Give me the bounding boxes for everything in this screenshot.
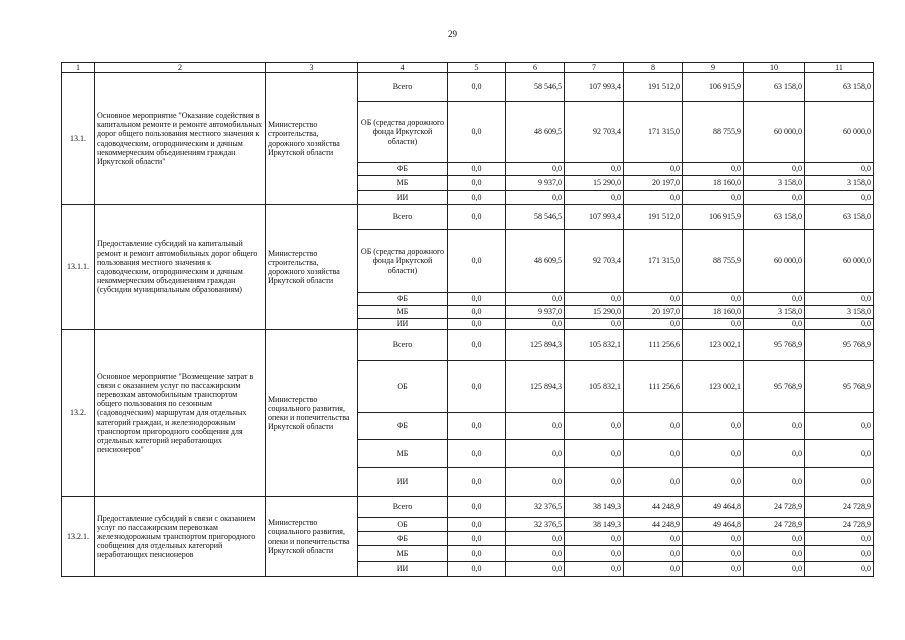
row-executor: Министерство социального развития, опеки и попечительства Иркутской области xyxy=(266,497,358,577)
amount-cell: 0,0 xyxy=(448,205,506,230)
amount-cell: 88 755,9 xyxy=(683,230,744,293)
amount-cell: 38 149,3 xyxy=(565,518,624,532)
amount-cell: 191 512,0 xyxy=(624,73,683,102)
amount-cell: 48 609,5 xyxy=(506,230,565,293)
amount-cell: 20 197,0 xyxy=(624,306,683,319)
header-cell: 10 xyxy=(744,63,805,73)
amount-cell: 0,0 xyxy=(744,413,805,440)
amount-cell: 18 160,0 xyxy=(683,306,744,319)
amount-cell: 0,0 xyxy=(624,532,683,546)
amount-cell: 0,0 xyxy=(448,293,506,306)
funding-source: МБ xyxy=(358,440,448,468)
amount-cell: 3 158,0 xyxy=(805,306,874,319)
header-cell: 11 xyxy=(805,63,874,73)
funding-source: ОБ xyxy=(358,518,448,532)
amount-cell: 0,0 xyxy=(448,330,506,361)
amount-cell: 60 000,0 xyxy=(744,230,805,293)
amount-cell: 0,0 xyxy=(683,163,744,176)
amount-cell: 0,0 xyxy=(744,532,805,546)
amount-cell: 0,0 xyxy=(565,562,624,577)
amount-cell: 191 512,0 xyxy=(624,205,683,230)
amount-cell: 105 832,1 xyxy=(565,361,624,413)
amount-cell: 3 158,0 xyxy=(805,176,874,191)
amount-cell: 0,0 xyxy=(744,319,805,330)
amount-cell: 0,0 xyxy=(506,191,565,205)
amount-cell: 0,0 xyxy=(805,468,874,497)
amount-cell: 20 197,0 xyxy=(624,176,683,191)
funding-source: ИИ xyxy=(358,468,448,497)
funding-source: ФБ xyxy=(358,293,448,306)
amount-cell: 0,0 xyxy=(448,468,506,497)
amount-cell: 49 464,8 xyxy=(683,518,744,532)
amount-cell: 0,0 xyxy=(565,440,624,468)
row-name: Предоставление субсидий в связи с оказанием услуг по пассажирским перевозкам железнодорожным транспортом пригородного сообщения для отдельных категорий неработающих пенсионеров xyxy=(95,497,266,577)
table-body xyxy=(62,73,874,577)
amount-cell: 63 158,0 xyxy=(744,73,805,102)
amount-cell: 92 703,4 xyxy=(565,102,624,163)
amount-cell: 0,0 xyxy=(624,440,683,468)
header-cell: 3 xyxy=(266,63,358,73)
amount-cell: 38 149,3 xyxy=(565,497,624,518)
table-header xyxy=(62,63,874,73)
funding-source: Всего xyxy=(358,73,448,102)
amount-cell: 0,0 xyxy=(744,191,805,205)
amount-cell: 0,0 xyxy=(506,440,565,468)
amount-cell: 0,0 xyxy=(448,518,506,532)
amount-cell: 0,0 xyxy=(805,413,874,440)
amount-cell: 0,0 xyxy=(805,191,874,205)
amount-cell: 58 546,5 xyxy=(506,73,565,102)
amount-cell: 0,0 xyxy=(683,468,744,497)
amount-cell: 44 248,9 xyxy=(624,518,683,532)
amount-cell: 125 894,3 xyxy=(506,361,565,413)
funding-source: ФБ xyxy=(358,163,448,176)
budget-table xyxy=(61,62,874,577)
amount-cell: 0,0 xyxy=(683,562,744,577)
amount-cell: 0,0 xyxy=(805,532,874,546)
amount-cell: 0,0 xyxy=(506,163,565,176)
amount-cell: 0,0 xyxy=(744,468,805,497)
header-row xyxy=(62,63,874,73)
amount-cell: 0,0 xyxy=(565,468,624,497)
header-cell: 6 xyxy=(506,63,565,73)
amount-cell: 63 158,0 xyxy=(805,73,874,102)
row-code: 13.2.1. xyxy=(62,497,95,577)
amount-cell: 123 002,1 xyxy=(683,330,744,361)
amount-cell: 9 937,0 xyxy=(506,176,565,191)
amount-cell: 0,0 xyxy=(448,319,506,330)
header-cell: 7 xyxy=(565,63,624,73)
amount-cell: 0,0 xyxy=(624,413,683,440)
amount-cell: 0,0 xyxy=(805,562,874,577)
amount-cell: 111 256,6 xyxy=(624,361,683,413)
funding-source: МБ xyxy=(358,306,448,319)
funding-source: МБ xyxy=(358,546,448,562)
amount-cell: 44 248,9 xyxy=(624,497,683,518)
funding-source: ИИ xyxy=(358,191,448,205)
amount-cell: 0,0 xyxy=(506,562,565,577)
amount-cell: 0,0 xyxy=(448,413,506,440)
amount-cell: 0,0 xyxy=(683,440,744,468)
amount-cell: 123 002,1 xyxy=(683,361,744,413)
header-cell: 9 xyxy=(683,63,744,73)
funding-source: ИИ xyxy=(358,562,448,577)
funding-source: ОБ (средства дорожного фонда Иркутской области) xyxy=(358,230,448,293)
row-executor: Министерство строительства, дорожного хозяйства Иркутской области xyxy=(266,205,358,330)
amount-cell: 3 158,0 xyxy=(744,306,805,319)
amount-cell: 106 915,9 xyxy=(683,205,744,230)
amount-cell: 0,0 xyxy=(565,413,624,440)
header-cell: 5 xyxy=(448,63,506,73)
amount-cell: 95 768,9 xyxy=(744,361,805,413)
amount-cell: 0,0 xyxy=(624,546,683,562)
amount-cell: 0,0 xyxy=(624,562,683,577)
amount-cell: 24 728,9 xyxy=(805,518,874,532)
header-cell: 2 xyxy=(95,63,266,73)
amount-cell: 0,0 xyxy=(565,293,624,306)
amount-cell: 0,0 xyxy=(448,191,506,205)
amount-cell: 48 609,5 xyxy=(506,102,565,163)
amount-cell: 0,0 xyxy=(683,532,744,546)
amount-cell: 125 894,3 xyxy=(506,330,565,361)
amount-cell: 0,0 xyxy=(624,163,683,176)
amount-cell: 0,0 xyxy=(744,293,805,306)
row-code: 13.2. xyxy=(62,330,95,497)
amount-cell: 0,0 xyxy=(448,176,506,191)
amount-cell: 0,0 xyxy=(805,440,874,468)
amount-cell: 0,0 xyxy=(683,413,744,440)
amount-cell: 0,0 xyxy=(683,546,744,562)
amount-cell: 0,0 xyxy=(805,163,874,176)
header-cell: 4 xyxy=(358,63,448,73)
funding-source: Всего xyxy=(358,497,448,518)
amount-cell: 60 000,0 xyxy=(805,230,874,293)
amount-cell: 0,0 xyxy=(506,293,565,306)
row-name: Предоставление субсидий на капитальный ремонт и ремонт автомобильных дорог общего пользования местного значения к садоводческим, огородническим и дачным некоммерческим объединениям граждан (субсидии муниципальным образованиям) xyxy=(95,205,266,330)
amount-cell: 0,0 xyxy=(565,532,624,546)
amount-cell: 32 376,5 xyxy=(506,497,565,518)
amount-cell: 0,0 xyxy=(624,293,683,306)
funding-source: ФБ xyxy=(358,532,448,546)
row-executor: Министерство социального развития, опеки и попечительства Иркутской области xyxy=(266,330,358,497)
amount-cell: 0,0 xyxy=(506,468,565,497)
amount-cell: 15 290,0 xyxy=(565,176,624,191)
amount-cell: 88 755,9 xyxy=(683,102,744,163)
row-name: Основное мероприятие "Оказание содействия в капитальном ремонте и ремонте автомобильных дорог общего пользования местного значения к садоводческим, огородническим и дачным некоммерческим объединениям граждан Иркутской области" xyxy=(95,73,266,205)
table-row xyxy=(62,330,874,361)
amount-cell: 15 290,0 xyxy=(565,306,624,319)
amount-cell: 95 768,9 xyxy=(744,330,805,361)
amount-cell: 9 937,0 xyxy=(506,306,565,319)
row-code: 13.1.1. xyxy=(62,205,95,330)
header-cell: 1 xyxy=(62,63,95,73)
funding-source: ОБ (средства дорожного фонда Иркутской области) xyxy=(358,102,448,163)
amount-cell: 0,0 xyxy=(565,191,624,205)
amount-cell: 0,0 xyxy=(744,562,805,577)
amount-cell: 0,0 xyxy=(448,306,506,319)
table-row xyxy=(62,205,874,230)
table-row xyxy=(62,497,874,518)
amount-cell: 0,0 xyxy=(744,546,805,562)
amount-cell: 95 768,9 xyxy=(805,330,874,361)
table-row xyxy=(62,73,874,102)
amount-cell: 107 993,4 xyxy=(565,73,624,102)
row-code: 13.1. xyxy=(62,73,95,205)
amount-cell: 63 158,0 xyxy=(744,205,805,230)
amount-cell: 0,0 xyxy=(565,319,624,330)
amount-cell: 49 464,8 xyxy=(683,497,744,518)
amount-cell: 0,0 xyxy=(506,319,565,330)
row-name: Основное мероприятие "Возмещение затрат в связи с оказанием услуг по пассажирским перевозкам автомобильным транспортом общего пользования по сезонным (садоводческим) маршрутам для отдельных категорий граждан, и железнодорожным транспортом пригородного сообщения для отдельных категорий неработающих пенсионеров" xyxy=(95,330,266,497)
amount-cell: 24 728,9 xyxy=(744,497,805,518)
amount-cell: 0,0 xyxy=(448,546,506,562)
funding-source: ИИ xyxy=(358,319,448,330)
amount-cell: 58 546,5 xyxy=(506,205,565,230)
amount-cell: 0,0 xyxy=(683,191,744,205)
amount-cell: 0,0 xyxy=(565,163,624,176)
amount-cell: 0,0 xyxy=(448,102,506,163)
amount-cell: 0,0 xyxy=(805,546,874,562)
amount-cell: 18 160,0 xyxy=(683,176,744,191)
amount-cell: 0,0 xyxy=(448,163,506,176)
amount-cell: 0,0 xyxy=(448,73,506,102)
amount-cell: 0,0 xyxy=(506,546,565,562)
amount-cell: 0,0 xyxy=(683,319,744,330)
funding-source: ОБ xyxy=(358,361,448,413)
amount-cell: 95 768,9 xyxy=(805,361,874,413)
amount-cell: 171 315,0 xyxy=(624,230,683,293)
amount-cell: 105 832,1 xyxy=(565,330,624,361)
amount-cell: 24 728,9 xyxy=(805,497,874,518)
amount-cell: 0,0 xyxy=(744,440,805,468)
amount-cell: 0,0 xyxy=(448,562,506,577)
funding-source: Всего xyxy=(358,205,448,230)
funding-source: Всего xyxy=(358,330,448,361)
page-number: 29 xyxy=(448,29,457,39)
amount-cell: 0,0 xyxy=(448,230,506,293)
amount-cell: 0,0 xyxy=(448,440,506,468)
amount-cell: 111 256,6 xyxy=(624,330,683,361)
funding-source: ФБ xyxy=(358,413,448,440)
amount-cell: 0,0 xyxy=(624,468,683,497)
amount-cell: 0,0 xyxy=(683,293,744,306)
amount-cell: 106 915,9 xyxy=(683,73,744,102)
amount-cell: 3 158,0 xyxy=(744,176,805,191)
amount-cell: 0,0 xyxy=(448,361,506,413)
amount-cell: 0,0 xyxy=(565,546,624,562)
amount-cell: 0,0 xyxy=(506,532,565,546)
amount-cell: 0,0 xyxy=(448,532,506,546)
amount-cell: 0,0 xyxy=(744,163,805,176)
amount-cell: 60 000,0 xyxy=(805,102,874,163)
amount-cell: 0,0 xyxy=(448,497,506,518)
amount-cell: 171 315,0 xyxy=(624,102,683,163)
amount-cell: 32 376,5 xyxy=(506,518,565,532)
funding-source: МБ xyxy=(358,176,448,191)
amount-cell: 63 158,0 xyxy=(805,205,874,230)
row-executor: Министерство строительства, дорожного хозяйства Иркутской области xyxy=(266,73,358,205)
amount-cell: 107 993,4 xyxy=(565,205,624,230)
amount-cell: 24 728,9 xyxy=(744,518,805,532)
amount-cell: 92 703,4 xyxy=(565,230,624,293)
amount-cell: 0,0 xyxy=(624,191,683,205)
amount-cell: 0,0 xyxy=(805,293,874,306)
amount-cell: 0,0 xyxy=(506,413,565,440)
header-cell: 8 xyxy=(624,63,683,73)
amount-cell: 60 000,0 xyxy=(744,102,805,163)
amount-cell: 0,0 xyxy=(805,319,874,330)
amount-cell: 0,0 xyxy=(624,319,683,330)
